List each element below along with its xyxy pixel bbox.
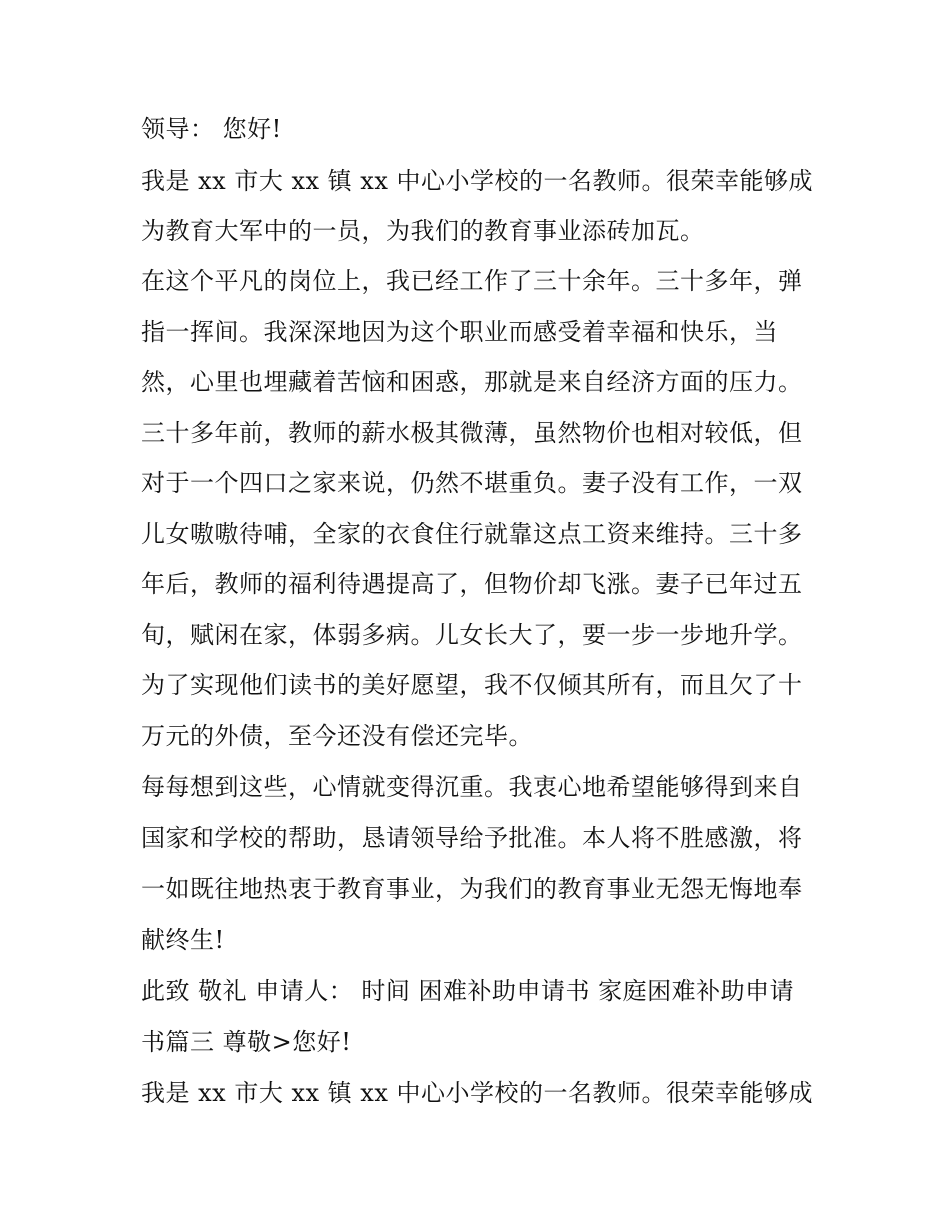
text-line: 一如既往地热衷于教育事业，为我们的教育事业无怨无悔地奉 xyxy=(141,875,803,903)
text-line: 献终生! xyxy=(141,926,225,954)
text-line: 年后，教师的福利待遇提高了，但物价却飞涨。妻子已年过五 xyxy=(141,570,803,598)
text-line: 儿女嗷嗷待哺，全家的衣食住行就靠这点工资来维持。三十多 xyxy=(141,520,803,548)
text-line: 为教育大军中的一员，为我们的教育事业添砖加瓦。 xyxy=(141,217,705,245)
text-line: 我是 xx 市大 xx 镇 xx 中心小学校的一名教师。很荣幸能够成 xyxy=(141,167,813,195)
text-line-greeting: 领导： 您好! xyxy=(141,115,282,143)
text-line: 旬，赋闲在家，体弱多病。儿女长大了，要一步一步地升学。 xyxy=(141,621,803,649)
text-line: 指一挥间。我深深地因为这个职业而感受着幸福和快乐，当 xyxy=(141,318,778,346)
text-line: 三十多年前，教师的薪水极其微薄，虽然物价也相对较低，但 xyxy=(141,419,803,447)
text-line: 在这个平凡的岗位上，我已经工作了三十余年。三十多年，弹 xyxy=(141,267,803,295)
text-line-closing: 书篇三 尊敬>您好! xyxy=(141,1028,352,1056)
text-line: 万元的外债，至今还没有偿还完毕。 xyxy=(141,722,533,750)
text-line: 我是 xx 市大 xx 镇 xx 中心小学校的一名教师。很荣幸能够成 xyxy=(141,1079,813,1107)
text-line: 对于一个四口之家来说，仍然不堪重负。妻子没有工作，一双 xyxy=(141,469,803,497)
text-line: 每每想到这些，心情就变得沉重。我衷心地希望能够得到来自 xyxy=(141,773,803,801)
text-line: 国家和学校的帮助，恳请领导给予批准。本人将不胜感激，将 xyxy=(141,824,803,852)
text-line: 然，心里也埋藏着苦恼和困惑，那就是来自经济方面的压力。 xyxy=(141,368,803,396)
text-line-closing: 此致 敬礼 申请人： 时间 困难补助申请书 家庭困难补助申请 xyxy=(141,977,795,1005)
text-line: 为了实现他们读书的美好愿望，我不仅倾其所有，而且欠了十 xyxy=(141,671,803,699)
